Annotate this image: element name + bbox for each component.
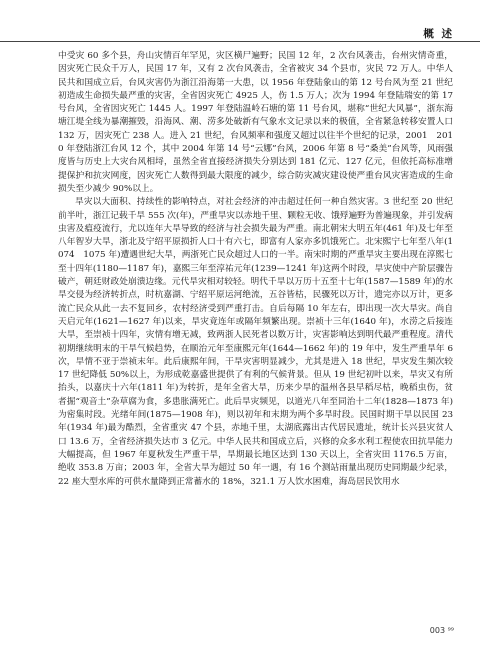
paragraph-drought: 旱灾以大面积、持续性的影响特点，对社会经济的冲击超过任何一种自然灾害。3 世纪至 20 世纪前半叶，浙江记载千旱 555 次(年)，严重旱灾以赤地千里、颗粒无收、饿殍遍野为普遍现象，并引发病虫害及瘟疫流行，尤以连年大旱导致的经济与社会损失最为严重。南北朝宋大明五年(461 年)及七年至八年智岁大旱，浙北及宁绍平原损折人口十有六七，即富有人家亦多饥饿死亡。北宋熙宁七年至八年(1074 1075 年)遭遇世纪大旱，两浙死亡民众超过人口的一半。南宋时期的严重旱灾主要出现在淳熙七至十四年(1180—1187 年)，嘉熙三年至淳祐元年(1239—1241 年)这两个时段，旱灾使中产阶层骤告破产，朝廷财政处崩溃边缘。元代旱灾相对较轻。明代千旱以万历十五至十七年(1587—1589 年)的水旱交侵为经济转折点，时杭嘉湖、宁绍平原运河绝流，五谷皆枯，民骤死以万计，遗完亦以万计，更多流亡民众从此一去不复回乡，农村经济受到严重打击。自后每隔 10 年左右，即出现一次大旱灾。尚自天启元年(1621—1627 年)以来，旱灾竟连年或隔年频繁出现。崇祯十三年(1640 年)，水涝之后接连大旱，至崇祯十四年，灾情有增无减，致两浙人民死者以数万计，灾害影响达到明代最严重程度。清代初期继续明末的干旱气候趋势，在顺治元年至康熙元年(1644—1662 年)的 19 年中，发生严重旱年 6 次，旱情不亚于崇祯末年。此后康熙年间，干旱灾害明显减少，尤其是进入 18 世纪，旱灾发生频次较 17 世纪降低 50%以上，为形成乾嘉盛世提供了有利的气候背景。但从 19 世纪初叶以来，旱灾又有所抬头，以嘉庆十六年(1811 年)为转折，是年全省大旱，历来少旱的温州各县早稻尽枯，晚稻虫伤，贫者掘“观音土”杂草腐为食，多患胀满死亡。此后旱灾频见，以道光八年至同治十二年(1828—1873 年)为密集时段。光绪年间(1875—1908 年)，则以初年和末期为两个多旱时段。民国时期干旱以民国 23 年(1934 年)最为酷烈，全省重灾 47 个县，赤地千里，太湖底露出古代居民遗址，统计长兴县灾贫人口 13.6 万，全省经济损失达市 3 亿元。中华人民共和国成立后，兴修的众多水利工程使农田抗旱能力大幅提高，但 1967 年夏秋发生严重干旱，旱期最长地区达到 130 天以上，全省灾田 1176.5 万亩，绝收 353.8 万亩；2003 年，全省大旱为超过 50 年一遇，有 16 个测站雨量出现历史同期最少纪录，22 座大型水库的可供水量降到正常蓄水的 18%，321.1 万人饮水困难，海岛居民饮用水 [58, 197, 453, 487]
page-number: 003 ⁹⁹ [429, 626, 454, 635]
body-text [58, 50, 453, 489]
header-rule [0, 41, 480, 42]
running-title: 概 述 [423, 28, 454, 40]
paragraph-typhoon: 中受灾 60 多个县，舟山灾情百年罕见，灾区横尸遍野；民国 12 年，2 次台风袭击，台州灾情奇重，因灾死亡民众千万人，民国 17 年，又有 2 次台风袭击，全省被灾 34 个县市，灾民 72 万人。中华人民共和国成立后，台风灾害仍为浙江沿海第一大患，以 1956 年登陆象山的第 12 号台风为至 21 世纪初造成生命损失最严重的灾害，全省因灾死亡 4925 人，伤 1.5 万人；次为 1994 年登陆瑞安的第 17 号台风，全省因灾死亡 1445 人。1997 年登陆温岭石塘的第 11 号台风，堪称“世纪大风暴”，浙东海塘江堤全线为暴潮摧毁，沿海风、潮、涝多处破新有气象水文记录以来的极值，全省紧急转移安置人口 132 万，因灾死亡 238 人。进入 21 世纪，台风频率和强度又超过以往半个世纪的记录，2001 2010 年登陆浙江台风 12 个，其中 2004 年第 14 号“云娜”台风，2006 年第 8 号“桑美”台风等，风雨强度皆与历史上大灾台风相埒，虽然全省直接经济损失分别达到 181 亿元、127 亿元，但依托高标准增提保护和抗灾网度，因灾死亡人数得到最大限度的减少，综合防灾减灾建设使严重台风灾害造成的生命损失至少减少 90%以上。 [58, 51, 453, 194]
